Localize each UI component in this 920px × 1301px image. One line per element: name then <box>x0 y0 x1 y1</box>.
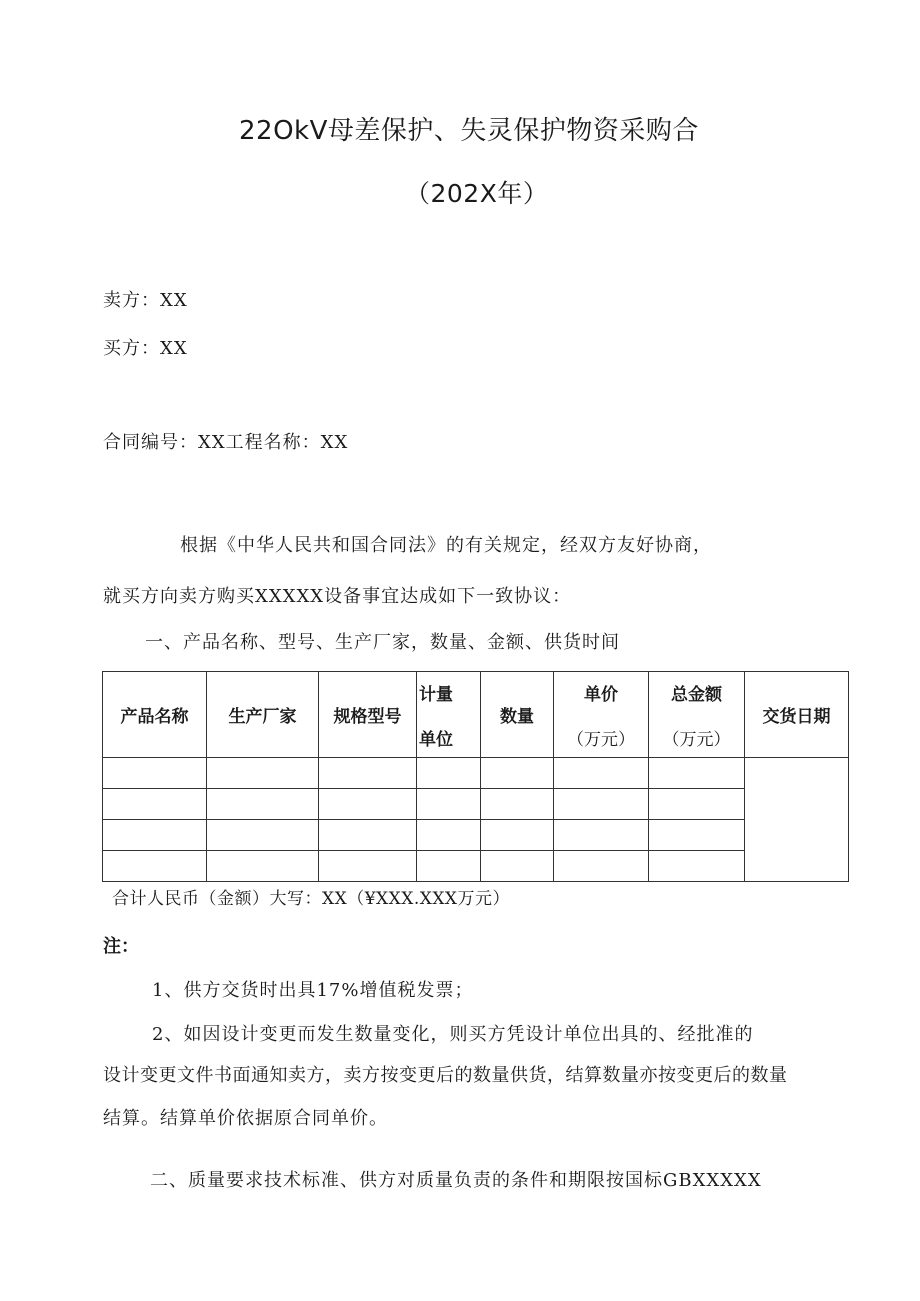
header-unit: 计量 单位 <box>417 672 481 758</box>
header-model: 规格型号 <box>319 672 417 758</box>
table-row <box>103 758 849 789</box>
table-row <box>103 789 849 820</box>
table-cell <box>649 758 745 789</box>
note-2-line-2: 设计变更文件书面通知卖方，卖方按变更后的数量供货，结算数量亦按变更后的数量 <box>103 1065 788 1086</box>
seller-line: 卖方：XX <box>103 290 188 311</box>
table-cell <box>319 789 417 820</box>
table-cell <box>481 851 554 882</box>
table-cell <box>103 789 207 820</box>
table-cell <box>207 758 319 789</box>
header-total-amount: 总金额 （万元） <box>649 672 745 758</box>
table-cell <box>481 758 554 789</box>
table-cell <box>417 820 481 851</box>
table-row <box>103 820 849 851</box>
table-cell <box>554 789 649 820</box>
table-cell <box>481 789 554 820</box>
section-2-heading: 二、质量要求技术标准、供方对质量负责的条件和期限按国标GBXXXXX <box>150 1170 762 1191</box>
table-cell <box>319 851 417 882</box>
table-header-row <box>103 672 849 758</box>
header-manufacturer: 生产厂家 <box>207 672 319 758</box>
header-quantity: 数量 <box>481 672 554 758</box>
table-cell <box>481 820 554 851</box>
table-cell <box>207 851 319 882</box>
note-2-line-3: 结算。结算单价依据原合同单价。 <box>103 1108 388 1129</box>
note-2-line-1: 2、如因设计变更而发生数量变化，则买方凭设计单位出具的、经批准的 <box>152 1024 754 1045</box>
table-row <box>103 851 849 882</box>
intro-line-1: 根据《中华人民共和国合同法》的有关规定，经双方友好协商， <box>180 535 712 556</box>
table-cell <box>417 758 481 789</box>
header-product-name: 产品名称 <box>103 672 207 758</box>
header-delivery-date: 交货日期 <box>745 672 849 758</box>
table-cell <box>319 820 417 851</box>
buyer-line: 买方：XX <box>103 338 188 359</box>
table-cell <box>207 820 319 851</box>
contract-number-line: 合同编号：XX工程名称：XX <box>103 432 349 453</box>
note-1: 1、供方交货时出具17%增值税发票； <box>152 980 474 1001</box>
table-cell <box>207 789 319 820</box>
product-table <box>102 671 849 882</box>
section-1-heading: 一、产品名称、型号、生产厂家，数量、金额、供货时间 <box>145 632 620 653</box>
table-cell <box>649 789 745 820</box>
table-cell <box>649 820 745 851</box>
table-cell <box>649 851 745 882</box>
header-unit-price: 单价 （万元） <box>554 672 649 758</box>
table-cell <box>554 758 649 789</box>
note-label: 注： <box>103 936 139 957</box>
table-cell <box>103 758 207 789</box>
delivery-date-cell <box>745 758 849 882</box>
table-cell <box>417 851 481 882</box>
total-amount-line: 合计人民币（金额）大写：XX（¥XXX.XXX万元） <box>112 889 511 909</box>
contract-title: 22OkV母差保护、失灵保护物资采购合 <box>239 116 699 146</box>
table-cell <box>103 851 207 882</box>
table-cell <box>417 789 481 820</box>
table-cell <box>554 851 649 882</box>
table-cell <box>554 820 649 851</box>
table-cell <box>319 758 417 789</box>
table-cell <box>103 820 207 851</box>
contract-year: （202X年） <box>405 179 549 208</box>
intro-line-2: 就买方向卖方购买XXXXX设备事宜达成如下一致协议： <box>103 586 572 607</box>
